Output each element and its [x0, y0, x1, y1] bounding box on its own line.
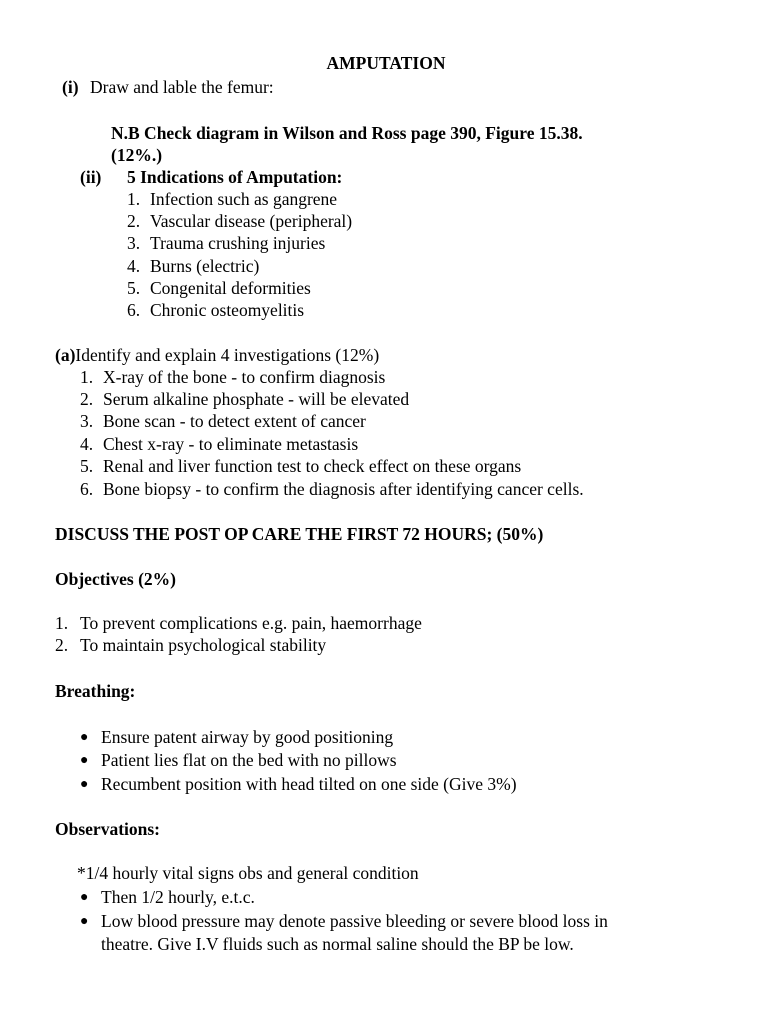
- observations-heading: Observations:: [55, 819, 160, 839]
- page-title: AMPUTATION: [326, 53, 446, 73]
- list-item: 2. To maintain psychological stability: [55, 635, 327, 655]
- question-i-marker: (i): [62, 77, 79, 97]
- bullet-icon: ●: [80, 914, 89, 929]
- list-item: 2. Vascular disease (peripheral): [127, 211, 353, 231]
- bullet-icon: ●: [80, 890, 89, 905]
- list-item: 2. Serum alkaline phosphate - will be elevated: [80, 389, 410, 409]
- list-item: 1. To prevent complications e.g. pain, haemorrhage: [55, 613, 422, 633]
- list-item: 3. Bone scan - to detect extent of cancer: [80, 411, 366, 431]
- list-item: 5. Renal and liver function test to check effect on these organs: [80, 456, 522, 476]
- objectives-heading: Objectives (2%): [55, 569, 177, 589]
- bullet-icon: ●: [80, 730, 89, 745]
- question-ii-heading: 5 Indications of Amputation:: [127, 167, 343, 187]
- question-a-marker: (a): [55, 345, 76, 365]
- observations-first-line: *1/4 hourly vital signs obs and general condition: [77, 863, 419, 883]
- question-a: [55, 344, 379, 366]
- list-item: 1. X-ray of the bone - to confirm diagnosis: [80, 367, 386, 387]
- list-item-continuation: theatre. Give I.V fluids such as normal saline should the BP be low.: [101, 934, 574, 954]
- bullet-icon: ●: [80, 777, 89, 792]
- list-item: 4. Chest x-ray - to eliminate metastasis: [80, 434, 359, 454]
- list-item: 3. Trauma crushing injuries: [127, 233, 326, 253]
- list-item: 1. Infection such as gangrene: [127, 189, 338, 209]
- bullet-icon: ●: [80, 753, 89, 768]
- breathing-heading: Breathing:: [55, 681, 136, 701]
- question-i-text: Draw and lable the femur:: [90, 77, 274, 97]
- list-item: 6. Chronic osteomyelitis: [127, 300, 305, 320]
- list-item: 5. Congenital deformities: [127, 278, 311, 298]
- document-page: AMPUTATION (i) Draw and lable the femur: N.B Check diagram in Wilson and Ross page 390, Figure 15.38. (12%.) (ii) 5 Indications of Amputation: 1. Infection such as gangrene 2. Vascular disease (peripheral) 3. Trauma crushing injuries 4. Burns (electric) 5. Congenital deformities 6. Chronic osteomyelitis (a)Identify and explain 4 investigations (12%) 1. X-ray of the bone - to confirm diagnosis 2. Serum alkaline phosphate - will be elevated 3. Bone scan - to detect extent of cancer 4. Chest x-ray - to eliminate metastasis 5. Renal and liver function test to check effect on these organs 6. Bone biopsy - to confirm the diagnosis after identifying cancer cells. DISCUSS THE POST OP CARE THE FIRST 72 HOURS; (50%) Objectives (2%) 1. To prevent complications e.g. pain, haemorrhage 2. To maintain psychological stability Breathing: ● Ensure patent airway by good positioning ● Patient lies flat on the bed with no pillows ● Recumbent position with head tilted on one side (Give 3%) Observations: *1/4 hourly vital signs obs and general condition ● Then 1/2 hourly, e.t.c. ● Low blood pressure may denote passive bleeding or severe blood loss in theatre. Give I.V fluids such as normal saline should the BP be low.: [0, 0, 768, 1024]
- note-line-1: N.B Check diagram in Wilson and Ross page 390, Figure 15.38.: [111, 123, 583, 143]
- note-line-2: (12%.): [111, 145, 163, 165]
- question-ii-marker: (ii): [80, 167, 102, 187]
- discuss-heading: DISCUSS THE POST OP CARE THE FIRST 72 HOURS; (50%): [55, 524, 544, 544]
- list-item: 6. Bone biopsy - to confirm the diagnosis after identifying cancer cells.: [80, 479, 584, 499]
- list-item: 4. Burns (electric): [127, 256, 260, 276]
- question-a-text: Identify and explain 4 investigations (12%): [75, 345, 380, 365]
